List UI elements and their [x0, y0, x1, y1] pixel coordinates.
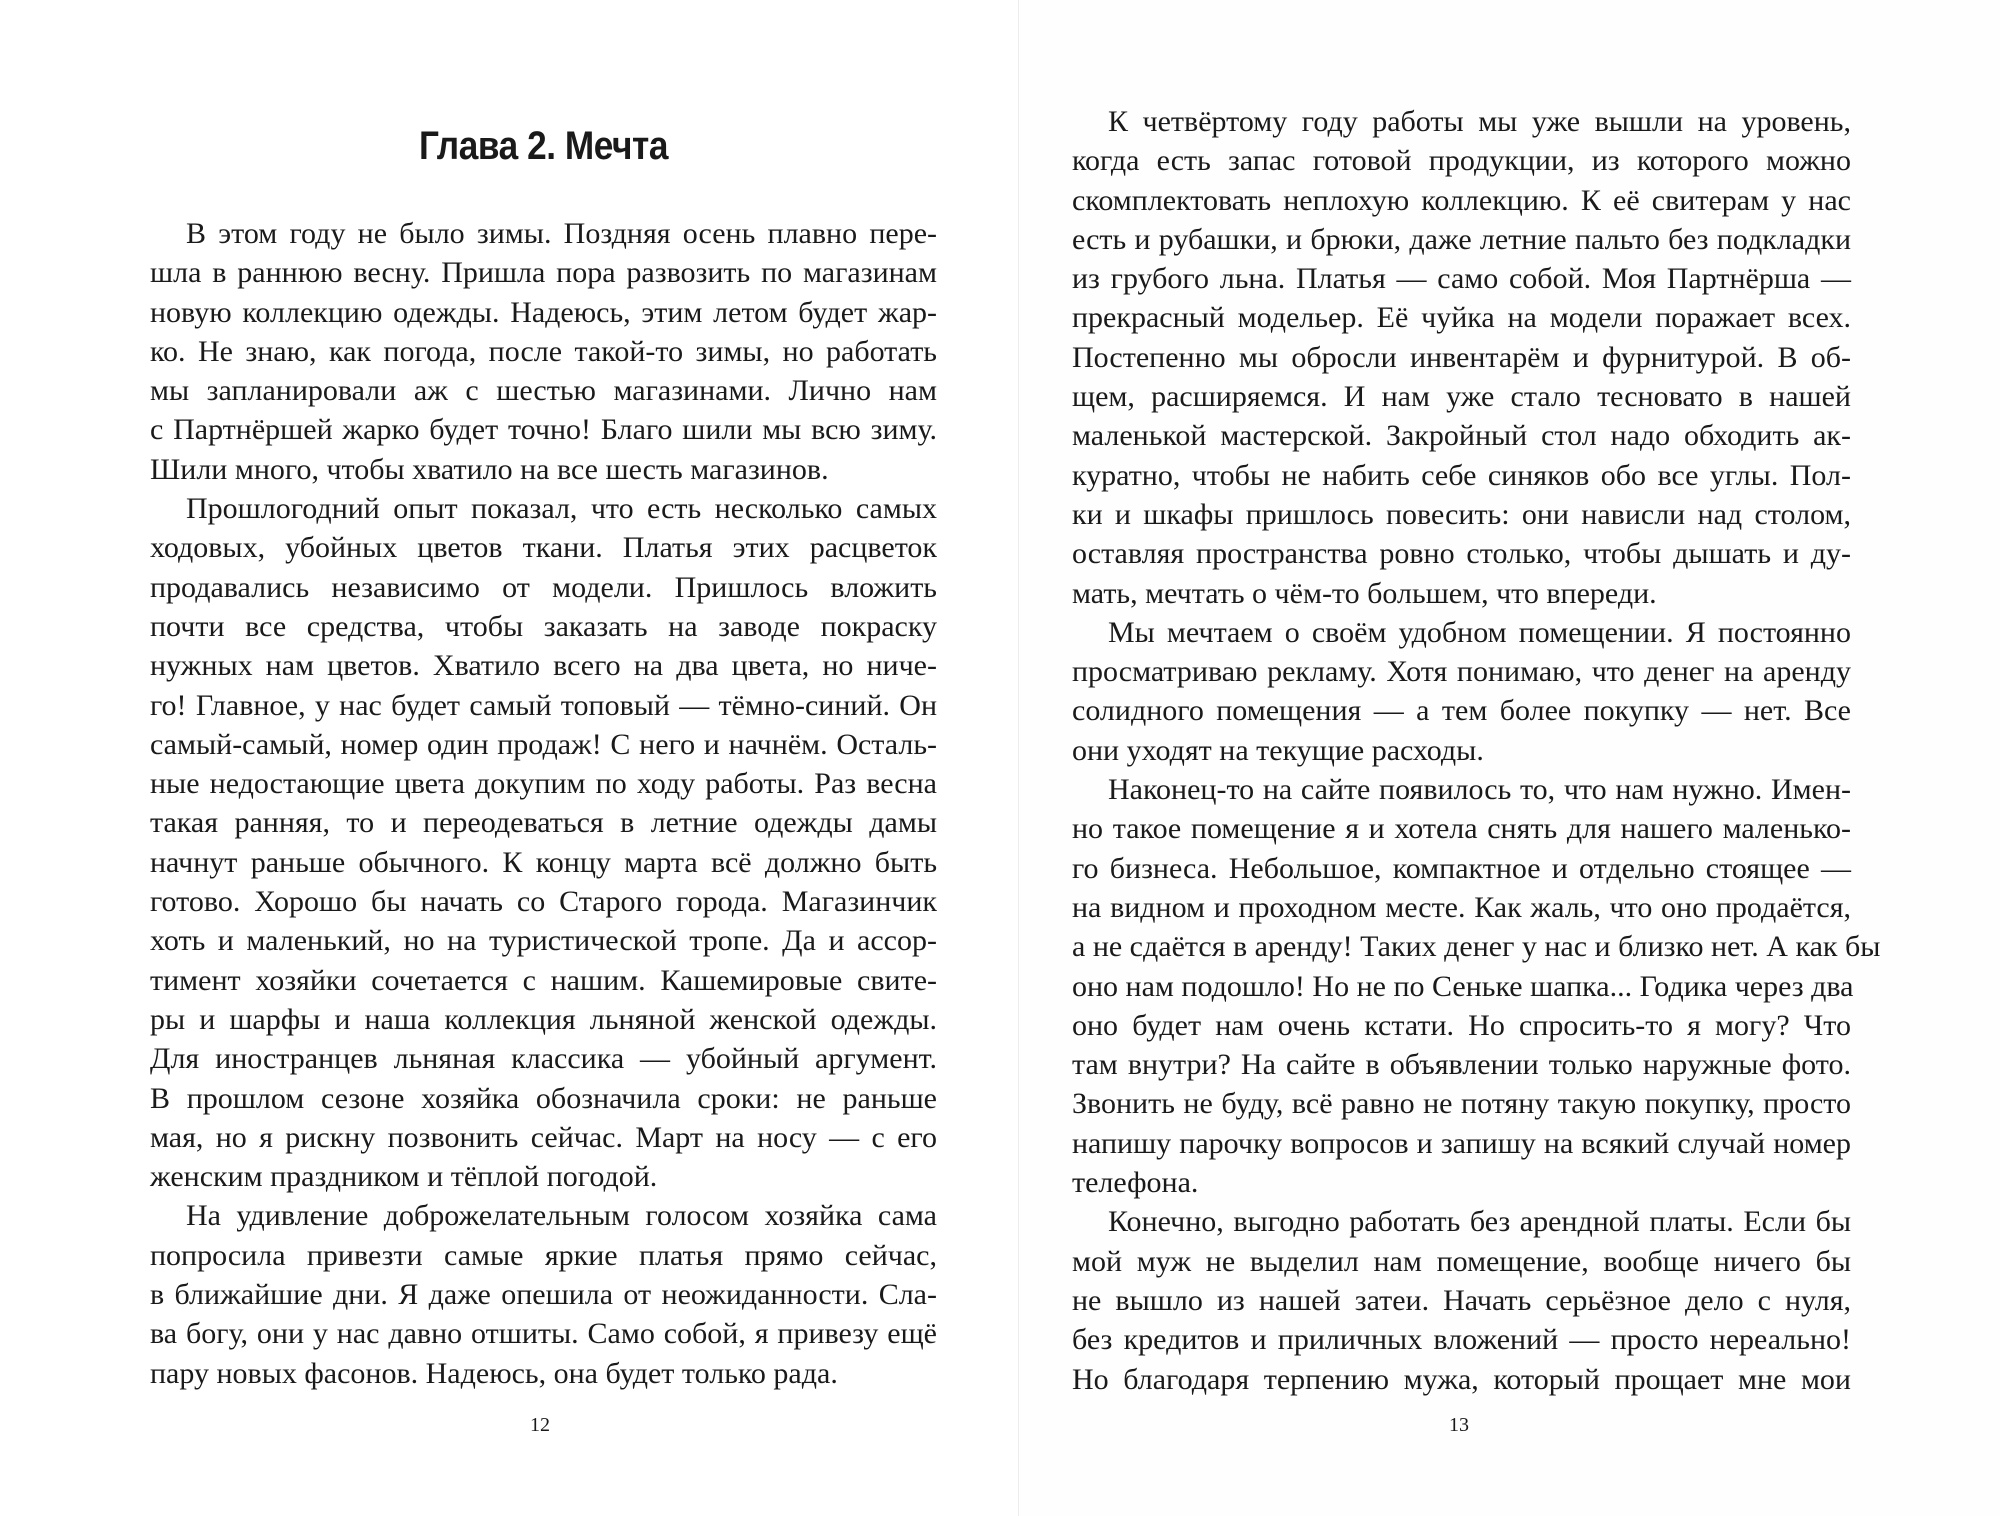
paragraph	[150, 214, 937, 489]
text-line: из грубого льна. Платья — само собой. Моя Партнёрша —	[1072, 262, 1851, 296]
paragraph	[150, 489, 937, 1196]
text-line: мой муж не выделил нам помещение, вообще ничего бы	[1072, 1244, 1851, 1278]
text-line: пару новых фасонов. Надеюсь, она будет только рада.	[150, 1356, 838, 1390]
text-line: есть и рубашки, и брюки, даже летние пальто без подкладки	[1072, 222, 1851, 256]
text-line: оно будет нам очень кстати. Но спросить-то я могу? Что	[1072, 1008, 1851, 1042]
text-line: Мы мечтаем о своём удобном помещении. Я постоянно	[1108, 615, 1851, 649]
text-line: без кредитов и приличных вложений — просто нереально!	[1072, 1323, 1851, 1357]
text-line: В прошлом сезоне хозяйка обозначила сроки: не раньше	[150, 1081, 937, 1115]
chapter-title: Глава 2. Мечта	[419, 124, 668, 168]
left-page-text	[150, 214, 937, 1393]
text-line: К четвёртому году работы мы уже вышли на уровень,	[1108, 105, 1851, 138]
text-line: солидного помещения — а тем более покупку — нет. Все	[1072, 694, 1851, 728]
paragraph	[1072, 102, 1851, 613]
text-line: На удивление доброжелательным голосом хозяйка сама	[186, 1199, 937, 1233]
text-line: нужных нам цветов. Хватило всего на два цвета, но ниче-	[150, 649, 937, 683]
paragraph	[1072, 770, 1881, 1202]
text-line: новую коллекцию одежды. Надеюсь, этим летом будет жар-	[150, 295, 937, 329]
right-page	[1018, 0, 2000, 1516]
text-line: там внутри? На сайте в объявлении только наружные фото.	[1072, 1048, 1851, 1082]
text-line: когда есть запас готовой продукции, из которого можно	[1072, 144, 1851, 178]
text-line: ры и шарфы и наша коллекция льняной женской одежды.	[150, 1002, 937, 1036]
text-line: прекрасный модельер. Её чуйка на модели поражает всех.	[1072, 301, 1851, 335]
text-line: ходовых, убойных цветов ткани. Платья этих расцветок	[150, 531, 937, 565]
text-line: но такое помещение я и хотела снять для нашего маленько-	[1072, 812, 1851, 846]
text-line: Постепенно мы обросли инвентарём и фурнитурой. В об-	[1072, 340, 1851, 374]
text-line: такая ранняя, то и переодеваться в летние одежды дамы	[150, 806, 937, 840]
page-number: 12	[530, 1414, 550, 1436]
text-line: ко. Не знаю, как погода, после такой-то зимы, но работать	[150, 334, 937, 368]
page-number: 13	[1449, 1414, 1469, 1436]
text-line: готово. Хорошо бы начать со Старого города. Магазинчик	[150, 885, 937, 919]
text-line: мая, но я рискну позвонить сейчас. Март на носу — с его	[150, 1120, 937, 1154]
text-line: в ближайшие дни. Я даже опешила от неожиданности. Сла-	[150, 1278, 937, 1312]
text-line: мы запланировали аж с шестью магазинами. Лично нам	[150, 374, 937, 408]
text-line: почти все средства, чтобы заказать на заводе покраску	[150, 609, 937, 643]
text-line: начнут раньше обычного. К концу марта всё должно быть	[150, 845, 937, 879]
text-line: В этом году не было зимы. Поздняя осень плавно пере-	[186, 217, 937, 250]
text-line: ные недостающие цвета докупим по ходу работы. Раз весна	[150, 767, 937, 801]
text-line: Для иностранцев льняная классика — убойный аргумент.	[150, 1042, 937, 1076]
text-line: они уходят на текущие расходы.	[1072, 733, 1484, 767]
text-line: маленькой мастерской. Закройный стол надо обходить ак-	[1072, 419, 1851, 453]
text-line: Прошлогодний опыт показал, что есть несколько самых	[186, 492, 937, 526]
paragraph	[1072, 613, 1851, 770]
text-line: тимент хозяйки сочетается с нашим. Кашемировые свите-	[150, 963, 937, 997]
text-line: а не сдаётся в аренду! Таких денег у нас и близко нет. А как бы	[1072, 930, 1881, 964]
text-line: напишу парочку вопросов и запишу на всякий случай номер	[1072, 1126, 1851, 1160]
text-line: щем, расширяемся. И нам уже стало тесновато в нашей	[1072, 380, 1851, 414]
text-line: Но благодаря терпению мужа, который прощает мне мои	[1072, 1362, 1851, 1396]
text-line: просматриваю рекламу. Хотя понимаю, что денег на аренду	[1072, 655, 1851, 689]
text-line: с Партнёршей жарко будет точно! Благо шили мы всю зиму.	[150, 413, 937, 447]
right-page-text	[1072, 102, 1881, 1399]
text-line: Конечно, выгодно работать без арендной платы. Если бы	[1108, 1205, 1851, 1239]
text-line: мать, мечтать о чём-то большем, что впереди.	[1072, 576, 1657, 610]
text-line: оставляя пространства ровно столько, чтобы дышать и ду-	[1072, 537, 1851, 571]
text-line: не вышло из нашей затеи. Начать серьёзное дело с нуля,	[1072, 1283, 1851, 1317]
text-line: самый-самый, номер один продаж! С него и начнём. Осталь-	[150, 727, 937, 761]
text-line: попросила привезти самые яркие платья прямо сейчас,	[150, 1238, 937, 1272]
text-line: на видном и проходном месте. Как жаль, что оно продаётся,	[1072, 890, 1851, 924]
text-line: хоть и маленький, но на туристической тропе. Да и ассор-	[150, 924, 937, 958]
text-line: Звонить не буду, всё равно не потяну такую покупку, просто	[1072, 1087, 1851, 1121]
text-line: продавались независимо от модели. Пришлось вложить	[150, 570, 937, 604]
text-line: Наконец-то на сайте появилось то, что нам нужно. Имен-	[1108, 773, 1851, 807]
text-line: Шили много, чтобы хватило на все шесть магазинов.	[150, 452, 829, 486]
text-line: го! Главное, у нас будет самый топовый — тёмно-синий. Он	[150, 688, 937, 722]
paragraph	[1072, 1202, 1851, 1398]
text-line: оно нам подошло! Но не по Сеньке шапка... Годика через два	[1072, 969, 1854, 1003]
text-line: ки и шкафы пришлось повесить: они нависли над столом,	[1072, 497, 1851, 531]
paragraph	[150, 1196, 937, 1392]
text-line: шла в раннюю весну. Пришла пора развозить по магазинам	[150, 256, 937, 290]
text-line: телефона.	[1072, 1166, 1199, 1200]
text-line: скомплектовать неплохую коллекцию. К её свитерам у нас	[1072, 183, 1851, 217]
text-line: женским праздником и тёплой погодой.	[150, 1160, 658, 1194]
text-line: куратно, чтобы не набить себе синяков обо все углы. Пол-	[1072, 458, 1851, 492]
text-line: го бизнеса. Небольшое, компактное и отдельно стоящее —	[1072, 851, 1851, 885]
text-line: ва богу, они у нас давно отшиты. Само собой, я привезу ещё	[150, 1317, 937, 1351]
